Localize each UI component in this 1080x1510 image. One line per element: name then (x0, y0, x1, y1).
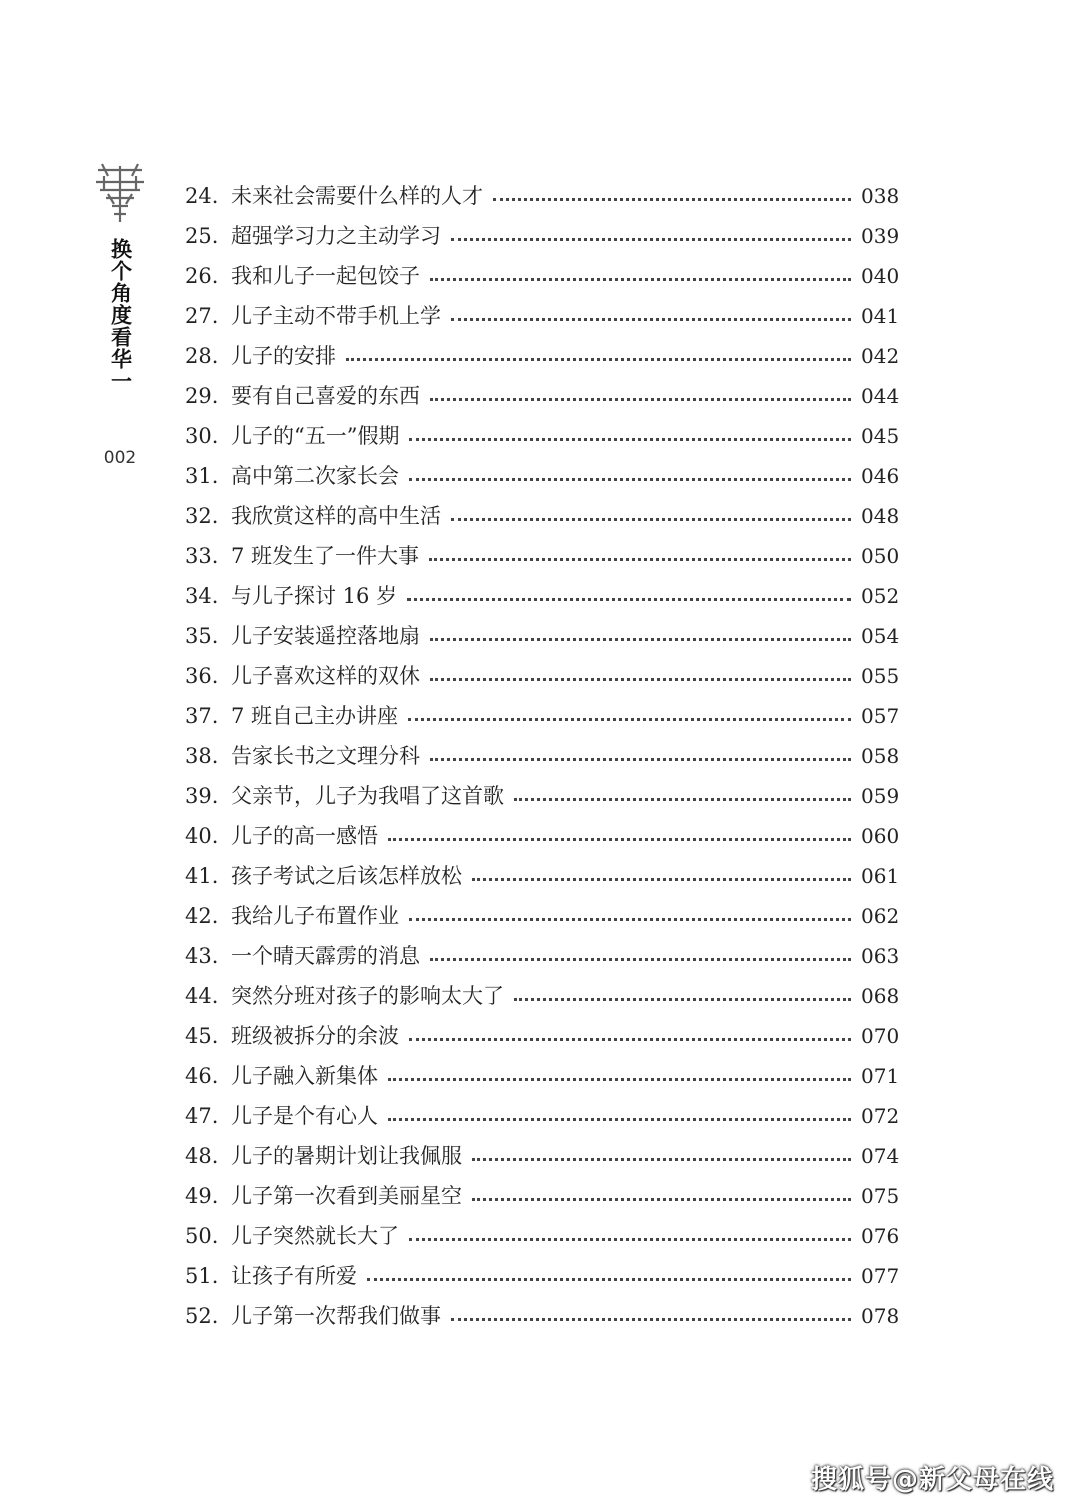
entry-page: 055 (861, 664, 900, 688)
entry-page: 074 (861, 1144, 900, 1168)
entry-page: 071 (861, 1064, 900, 1088)
entry-number: 42. (185, 904, 219, 928)
toc-entry[interactable] (185, 376, 900, 416)
entry-page: 072 (861, 1104, 900, 1128)
toc-entry[interactable] (185, 336, 900, 376)
toc-entry[interactable] (185, 1256, 900, 1296)
leader-dots (430, 678, 851, 681)
entry-number: 52. (185, 1304, 219, 1328)
entry-title: 儿子第一次看到美丽星空 (231, 1184, 462, 1208)
toc-entry[interactable] (185, 1136, 900, 1176)
entry-number: 50. (185, 1224, 219, 1248)
leader-dots (388, 1078, 851, 1081)
entry-title: 父亲节，儿子为我唱了这首歌 (231, 784, 504, 808)
entry-title: 突然分班对孩子的影响太大了 (231, 984, 504, 1008)
entry-title: 超强学习力之主动学习 (231, 224, 441, 248)
entry-number: 26. (185, 264, 219, 288)
toc-entry[interactable] (185, 896, 900, 936)
leader-dots (514, 998, 851, 1001)
entry-title: 儿子是个有心人 (231, 1104, 378, 1128)
entry-page: 046 (861, 464, 900, 488)
leader-dots (451, 238, 851, 241)
toc-entry[interactable] (185, 456, 900, 496)
school-logo-icon (94, 160, 146, 224)
leader-dots (514, 798, 851, 801)
entry-number: 30. (185, 424, 219, 448)
leader-dots (472, 1158, 851, 1161)
entry-title: 孩子考试之后该怎样放松 (231, 864, 462, 888)
toc-entry[interactable] (185, 1016, 900, 1056)
entry-number: 44. (185, 984, 219, 1008)
toc-entry[interactable] (185, 496, 900, 536)
watermark: 搜狐号@新父母在线 (810, 1465, 1054, 1495)
toc-entry[interactable] (185, 1216, 900, 1256)
entry-title: 儿子安装遥控落地扇 (231, 624, 420, 648)
entry-page: 068 (861, 984, 900, 1008)
toc-entry[interactable] (185, 1296, 900, 1336)
leader-dots (430, 758, 851, 761)
entry-number: 28. (185, 344, 219, 368)
entry-title: 告家长书之文理分科 (231, 744, 420, 768)
entry-page: 076 (861, 1224, 900, 1248)
entry-page: 040 (861, 264, 900, 288)
entry-number: 38. (185, 744, 219, 768)
leader-dots (409, 478, 851, 481)
entry-title: 要有自己喜爱的东西 (231, 384, 420, 408)
entry-page: 044 (861, 384, 900, 408)
entry-number: 45. (185, 1024, 219, 1048)
toc-entry[interactable] (185, 816, 900, 856)
entry-title: 7 班发生了一件大事 (231, 544, 420, 568)
toc-entry[interactable] (185, 176, 900, 216)
entry-page: 059 (861, 784, 900, 808)
leader-dots (407, 598, 851, 601)
entry-page: 039 (861, 224, 900, 248)
entry-title: 我给儿子布置作业 (231, 904, 399, 928)
entry-number: 48. (185, 1144, 219, 1168)
leader-dots (408, 718, 851, 721)
entry-title: 儿子的“五一”假期 (231, 424, 400, 448)
leader-dots (388, 838, 851, 841)
entry-page: 038 (861, 184, 900, 208)
toc-entry[interactable] (185, 936, 900, 976)
toc-entry[interactable] (185, 416, 900, 456)
entry-title: 儿子突然就长大了 (231, 1224, 399, 1248)
book-title: 换个角度看华一 (108, 238, 133, 392)
toc-entry[interactable] (185, 576, 900, 616)
entry-title: 高中第二次家长会 (231, 464, 399, 488)
entry-page: 052 (861, 584, 900, 608)
toc-entry[interactable] (185, 976, 900, 1016)
entry-number: 51. (185, 1264, 219, 1288)
toc-entry[interactable] (185, 856, 900, 896)
leader-dots (472, 1198, 851, 1201)
entry-title: 儿子的高一感悟 (231, 824, 378, 848)
toc-entry[interactable] (185, 536, 900, 576)
entry-page: 075 (861, 1184, 900, 1208)
entry-page: 058 (861, 744, 900, 768)
entry-number: 32. (185, 504, 219, 528)
entry-title: 未来社会需要什么样的人才 (231, 184, 483, 208)
entry-page: 078 (861, 1304, 900, 1328)
leader-dots (472, 878, 851, 881)
entry-number: 25. (185, 224, 219, 248)
entry-title: 儿子的暑期计划让我佩服 (231, 1144, 462, 1168)
entry-page: 070 (861, 1024, 900, 1048)
toc-entry[interactable] (185, 616, 900, 656)
leader-dots (430, 278, 851, 281)
entry-number: 41. (185, 864, 219, 888)
toc-entry[interactable] (185, 776, 900, 816)
leader-dots (451, 318, 851, 321)
entry-number: 29. (185, 384, 219, 408)
entry-page: 062 (861, 904, 900, 928)
toc-entry[interactable] (185, 216, 900, 256)
toc-entry[interactable] (185, 656, 900, 696)
entry-title: 儿子第一次帮我们做事 (231, 1304, 441, 1328)
toc-entry[interactable] (185, 1056, 900, 1096)
leader-dots (409, 438, 851, 441)
entry-title: 让孩子有所爱 (231, 1264, 357, 1288)
entry-title: 7 班自己主办讲座 (231, 704, 399, 728)
entry-page: 041 (861, 304, 900, 328)
entry-page: 057 (861, 704, 900, 728)
entry-number: 46. (185, 1064, 219, 1088)
entry-number: 24. (185, 184, 219, 208)
entry-page: 054 (861, 624, 900, 648)
leader-dots (430, 638, 851, 641)
entry-page: 048 (861, 504, 900, 528)
entry-title: 儿子融入新集体 (231, 1064, 378, 1088)
entry-page: 061 (861, 864, 900, 888)
entry-page: 050 (861, 544, 900, 568)
toc-entry[interactable] (185, 296, 900, 336)
page-number: 002 (103, 448, 137, 468)
entry-number: 34. (185, 584, 219, 608)
leader-dots (429, 558, 851, 561)
entry-number: 27. (185, 304, 219, 328)
entry-number: 36. (185, 664, 219, 688)
leader-dots (430, 958, 851, 961)
leader-dots (409, 1038, 851, 1041)
toc-entry[interactable] (185, 736, 900, 776)
entry-title: 儿子的安排 (231, 344, 336, 368)
sidebar (92, 160, 148, 392)
entry-number: 47. (185, 1104, 219, 1128)
entry-title: 班级被拆分的余波 (231, 1024, 399, 1048)
entry-number: 35. (185, 624, 219, 648)
leader-dots (367, 1278, 851, 1281)
leader-dots (409, 918, 851, 921)
entry-title: 一个晴天霹雳的消息 (231, 944, 420, 968)
leader-dots (430, 398, 851, 401)
leader-dots (493, 198, 851, 201)
leader-dots (388, 1118, 851, 1121)
entry-number: 43. (185, 944, 219, 968)
entry-page: 045 (861, 424, 900, 448)
entry-page: 063 (861, 944, 900, 968)
entry-title: 我和儿子一起包饺子 (231, 264, 420, 288)
entry-number: 37. (185, 704, 219, 728)
entry-number: 31. (185, 464, 219, 488)
entry-number: 33. (185, 544, 219, 568)
leader-dots (346, 358, 851, 361)
leader-dots (451, 1318, 851, 1321)
leader-dots (409, 1238, 851, 1241)
entry-page: 077 (861, 1264, 900, 1288)
entry-title: 与儿子探讨 16 岁 (231, 584, 398, 608)
leader-dots (451, 518, 851, 521)
toc-entry[interactable] (185, 256, 900, 296)
entry-title: 我欣赏这样的高中生活 (231, 504, 441, 528)
entry-number: 49. (185, 1184, 219, 1208)
entry-title: 儿子喜欢这样的双休 (231, 664, 420, 688)
entry-number: 39. (185, 784, 219, 808)
toc-entry[interactable] (185, 696, 900, 736)
toc-entry[interactable] (185, 1176, 900, 1216)
entry-page: 042 (861, 344, 900, 368)
table-of-contents (185, 176, 900, 1336)
entry-number: 40. (185, 824, 219, 848)
entry-title: 儿子主动不带手机上学 (231, 304, 441, 328)
entry-page: 060 (861, 824, 900, 848)
toc-entry[interactable] (185, 1096, 900, 1136)
